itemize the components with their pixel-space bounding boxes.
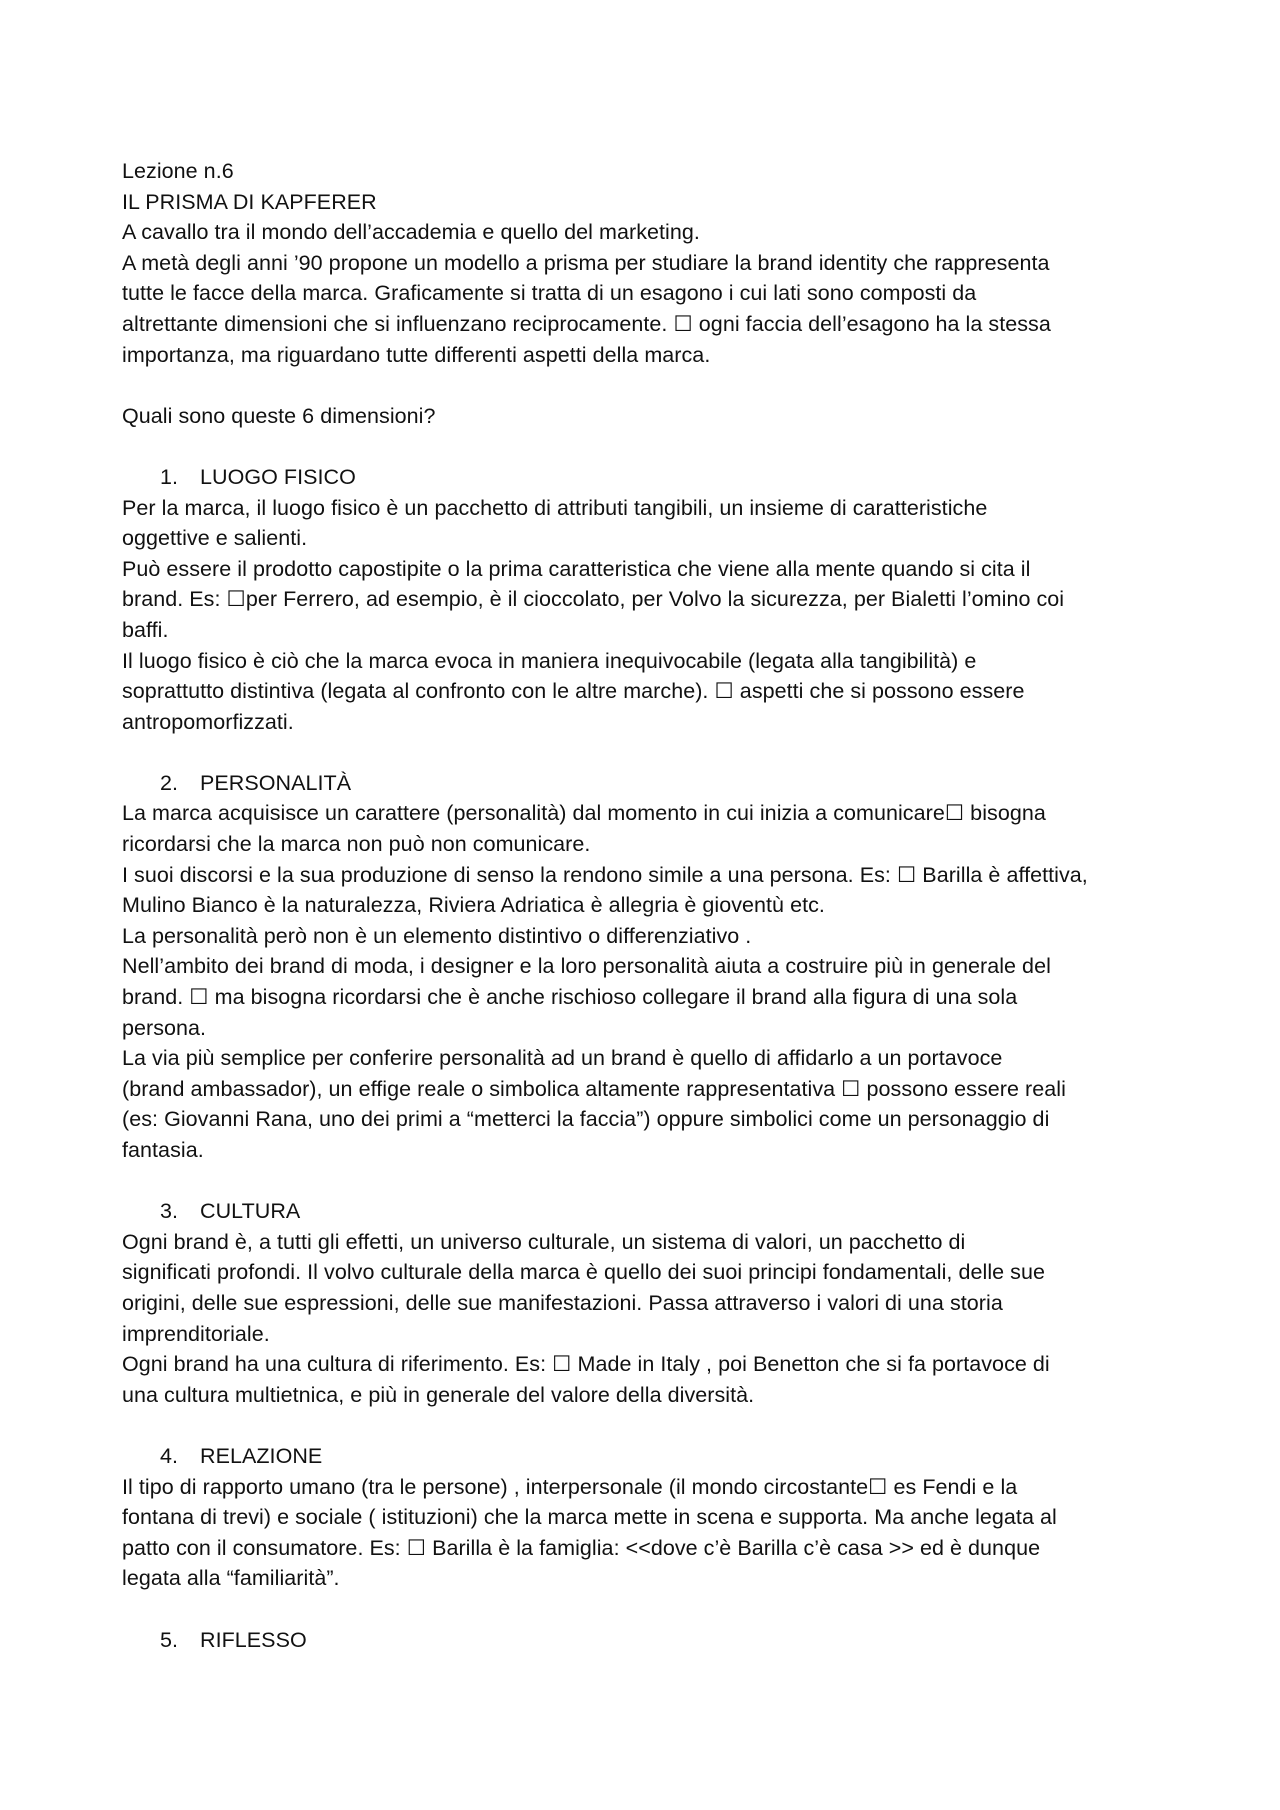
section-heading: [122, 1625, 1182, 1656]
section-personalita: [122, 768, 1182, 1166]
text-line: Ogni brand ha una cultura di riferimento. Es: ☐ Made in Italy , poi Benetton che si fa portavoce di: [122, 1352, 1050, 1377]
section-number: 1.: [160, 464, 179, 489]
text-line: Ogni brand è, a tutti gli effetti, un universo culturale, un sistema di valori, un pacchetto di: [122, 1229, 966, 1254]
spacer: [122, 737, 1182, 768]
text-line: A cavallo tra il mondo dell’accademia e quello del marketing.: [122, 220, 700, 245]
section-title: RIFLESSO: [200, 1627, 307, 1652]
text-line: Mulino Bianco è la naturalezza, Riviera Adriatica è allegria è gioventù etc.: [122, 893, 825, 918]
text-line: Il tipo di rapporto umano (tra le persone) , interpersonale (il mondo circostante☐ es Fendi e la: [122, 1474, 1018, 1499]
section-title: LUOGO FISICO: [200, 464, 356, 489]
section-heading: [122, 768, 1182, 799]
section-title: CULTURA: [200, 1199, 301, 1224]
text-line: La marca acquisisce un carattere (personalità) dal momento in cui inizia a comunicare☐ bisogna: [122, 801, 1046, 826]
section-number: 3.: [160, 1199, 179, 1224]
document-title: IL PRISMA DI KAPFERER: [122, 189, 377, 214]
text-line: fontana di trevi) e sociale ( istituzioni) che la marca mette in scena e supporta. Ma anche legata al: [122, 1505, 1057, 1530]
text-line: Può essere il prodotto capostipite o la prima caratteristica che viene alla mente quando si cita il: [122, 556, 1031, 581]
text-line: A metà degli anni ’90 propone un modello a prisma per studiare la brand identity che rappresenta: [122, 250, 1050, 275]
text-line: soprattutto distintiva (legata al confronto con le altre marche). ☐ aspetti che si possono essere: [122, 679, 1025, 704]
text-line: (brand ambassador), un effige reale o simbolica altamente rappresentativa ☐ possono essere reali: [122, 1076, 1066, 1101]
spacer: [122, 1166, 1182, 1197]
text-line: legata alla “familiarità”.: [122, 1566, 340, 1591]
text-line: una cultura multietnica, e più in generale del valore della diversità.: [122, 1382, 755, 1407]
section-heading: [122, 462, 1182, 493]
text-line: La via più semplice per conferire personalità ad un brand è quello di affidarlo a un portavoce: [122, 1046, 1003, 1071]
section-title: PERSONALITÀ: [200, 770, 352, 795]
section-number: 5.: [160, 1627, 179, 1652]
text-line: La personalità però non è un elemento distintivo o differenziativo .: [122, 923, 752, 948]
spacer: [122, 1410, 1182, 1441]
text-line: Per la marca, il luogo fisico è un pacchetto di attributi tangibili, un insieme di caratteristiche: [122, 495, 988, 520]
document-page: [122, 156, 1182, 1655]
text-line: altrettante dimensioni che si influenzano reciprocamente. ☐ ogni faccia dell’esagono ha la stessa: [122, 311, 1051, 336]
text-line: Il luogo fisico è ciò che la marca evoca in maniera inequivocabile (legata alla tangibilità) e: [122, 648, 977, 673]
text-line: baffi.: [122, 617, 169, 642]
lesson-number: Lezione n.6: [122, 159, 234, 183]
intro-paragraph: [122, 217, 1182, 370]
text-line: fantasia.: [122, 1138, 204, 1162]
section-number: 2.: [160, 770, 179, 795]
text-line: tutte le facce della marca. Graficamente si tratta di un esagono i cui lati sono composti da: [122, 281, 977, 306]
spacer: [122, 431, 1182, 462]
text-line: brand. ☐ ma bisogna ricordarsi che è anche rischioso collegare il brand alla figura di una sola: [122, 985, 1018, 1010]
section-heading: [122, 1441, 1182, 1472]
text-line: Nell’ambito dei brand di moda, i designer e la loro personalità aiuta a costruire più in generale del: [122, 954, 1051, 979]
text-line: ricordarsi che la marca non può non comunicare.: [122, 832, 591, 857]
text-line: (es: Giovanni Rana, uno dei primi a “metterci la faccia”) oppure simbolici come un personaggio di: [122, 1107, 1050, 1132]
section-number: 4.: [160, 1443, 179, 1468]
section-cultura: [122, 1196, 1182, 1410]
text-line: antropomorfizzati.: [122, 709, 294, 734]
section-heading: [122, 1196, 1182, 1227]
text-line: I suoi discorsi e la sua produzione di senso la rendono simile a una persona. Es: ☐ Barilla è affettiva,: [122, 862, 1088, 887]
spacer: [122, 370, 1182, 401]
section-title: RELAZIONE: [200, 1443, 323, 1468]
text-line: origini, delle sue espressioni, delle sue manifestazioni. Passa attraverso i valori di una storia: [122, 1290, 1003, 1315]
text-line: persona.: [122, 1015, 207, 1040]
section-relazione: [122, 1441, 1182, 1594]
question-line: Quali sono queste 6 dimensioni?: [122, 403, 436, 428]
text-line: oggettive e salienti.: [122, 526, 308, 551]
section-riflesso: [122, 1625, 1182, 1656]
text-line: patto con il consumatore. Es: ☐ Barilla è la famiglia: <<dove c’è Barilla c’è casa >> ed è dunque: [122, 1535, 1041, 1560]
text-line: significati profondi. Il volvo culturale della marca è quello dei suoi principi fondamentali, delle sue: [122, 1260, 1045, 1285]
text-line: importanza, ma riguardano tutte differenti aspetti della marca.: [122, 342, 711, 367]
spacer: [122, 1594, 1182, 1625]
section-luogo-fisico: [122, 462, 1182, 737]
text-line: brand. Es: ☐per Ferrero, ad esempio, è il cioccolato, per Volvo la sicurezza, per Bialetti l’omino coi: [122, 587, 1065, 612]
text-line: imprenditoriale.: [122, 1321, 270, 1346]
